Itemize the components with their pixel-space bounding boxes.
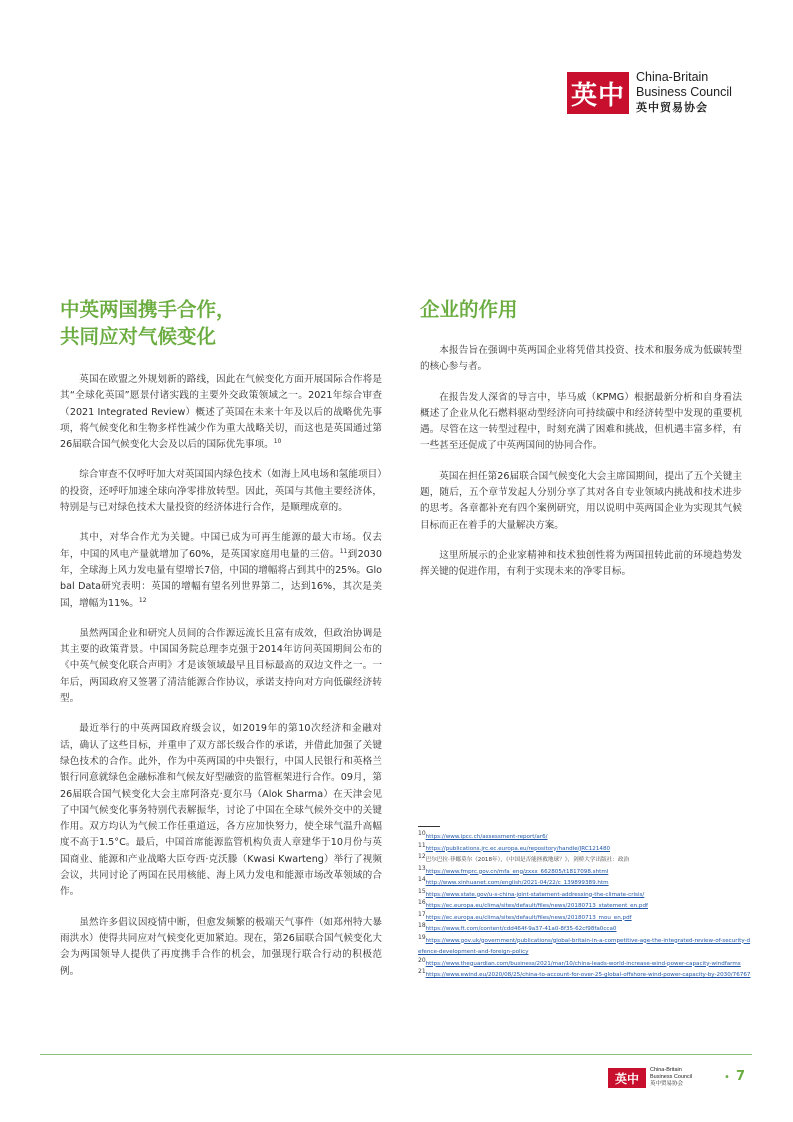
footnote-link[interactable]: https://www.theguardian.com/business/2021/mar/10/china-leads-world-increase-wind-power-capacity-windfarms bbox=[425, 960, 741, 967]
left-paragraph-4: 虽然两国企业和研究人员间的合作源远流长且富有成效，但政治协调是其主要的政策背景。中国国务院总理李克强于2014年访问英国期间公布的《中英气候变化联合声明》才是该领域最早且目标最高的双边文件之一。一年后，两国政府又签署了清洁能源合作协议，承诺支持向对方向低碳经济转型。 bbox=[60, 627, 382, 705]
footer-name-line1: China-Britain bbox=[650, 1067, 682, 1073]
footnote-link[interactable]: https://ec.europa.eu/clima/sites/default/files/news/20180713_statement_en.pdf bbox=[425, 903, 648, 909]
footnote-divider bbox=[418, 826, 440, 827]
footnote-link[interactable]: https://ec.europa.eu/clima/sites/default/files/news/20180713_mou_en.pdf bbox=[425, 914, 632, 921]
left-column bbox=[60, 372, 382, 994]
right-paragraph-4: 这里所展示的企业家精神和技术独创性将为两国扭转此前的环境趋势发挥关键的促进作用，有利于实现未来的净零目标。 bbox=[420, 549, 742, 578]
left-paragraph-6: 虽然许多倡议因疫情中断，但愈发频繁的极端天气事件（如郑州特大暴雨洪水）使得共同应对气候变化更加紧迫。现在，第26届联合国气候变化大会为两国领导人提供了再度携手合作的机会，加强现行联合行动的积极范例。 bbox=[60, 916, 382, 977]
logo-name-cn: 英中贸易协会 bbox=[636, 101, 708, 114]
left-heading-line2: 共同应对气候变化 bbox=[60, 325, 217, 348]
left-heading-line1: 中英两国携手合作， bbox=[60, 298, 236, 321]
footnote-item: $^{10}$https://www.ipcc.ch/assessment-report/ar6/ bbox=[418, 830, 548, 840]
logo-seal: 英中 bbox=[567, 72, 629, 114]
left-paragraph-1: 英国在欧盟之外规划新的路线，因此在气候变化方面开展国际合作将是其“全球化英国”愿景付诸实践的主要外交政策领域之一。2021年综合审查（2021 Integrated Review）概述了英国在未来十年及以后的战略优先事项，将气候变化和生物多样性减少作为重大战略关切，而这也是英国通过第26届联合国气候变化大会及以后的国际优先事项。$^{10}$ bbox=[60, 374, 382, 451]
footnote-link[interactable]: https://www.ewind.eu/2020/08/25/china-to-account-for-over-25-global-offshore-wind-power-capacity-by-2030/76767 bbox=[425, 972, 751, 978]
footnote-item: $^{19}$https://www.gov.uk/government/publications/global-britain-in-a-competitive-age-the-integrated-review-of-security-defence-development-and-foreign-policy bbox=[418, 933, 751, 955]
footer-name-cn: 英中贸易协会 bbox=[650, 1080, 684, 1087]
left-paragraph-2: 综合审查不仅呼吁加大对英国国内绿色技术（如海上风电场和氢能项目）的投资，还呼吁加速全球向净零排放转型。因此，英国与其他主要经济体，特别是与已对绿色技术大量投资的经济体进行合作，是顺理成章的。 bbox=[60, 469, 382, 514]
right-paragraph-2: 在报告发人深省的导言中，毕马威（KPMG）根据最新分析和自身看法概述了企业从化石燃料驱动型经济向可持续碳中和经济转型中发现的重要机遇。尽管在这一转型过程中，时刻充满了困难和挑战，但机遇丰富多样，有一些甚至还促成了中英两国间的协同合作。 bbox=[420, 391, 742, 452]
footnote-item: $^{17}$https://ec.europa.eu/clima/sites/default/files/news/20180713_mou_en.pdf bbox=[418, 910, 632, 921]
footnote-link[interactable]: https://publications.jrc.ec.europa.eu/repository/handle/JRC121480 bbox=[425, 845, 611, 852]
footer-logo-text bbox=[650, 1067, 720, 1087]
left-heading bbox=[60, 296, 236, 350]
footnote-item: $^{14}$http://www.xinhuanet.com/english/2021-04/22/c_139899389.htm bbox=[418, 876, 609, 886]
right-paragraph-3: 英国在担任第26届联合国气候变化大会主席国期间，提出了五个关键主题，随后，五个章节发起人分别分享了其对各自专业领域内挑战和技术进步的思考。各章都补充有四个案例研究，用以说明中英两国企业为实现其气候目标而正在着手的大量解决方案。 bbox=[420, 470, 742, 531]
footnote-link[interactable]: https://www.ipcc.ch/assessment-report/ar6/ bbox=[425, 834, 548, 840]
footer-dot: • bbox=[724, 1072, 730, 1083]
footnote-item: $^{11}$https://publications.jrc.ec.europa.eu/repository/handle/JRC121480 bbox=[418, 841, 611, 852]
footnote-link[interactable]: https://www.ft.com/content/cdd464f-9a37-41a0-8f35-62cf98fa0cca0 bbox=[425, 926, 617, 932]
footer-divider bbox=[40, 1054, 752, 1055]
right-column bbox=[420, 343, 742, 595]
footer-logo-seal: 英中 bbox=[608, 1068, 646, 1088]
footnote-item: $^{16}$https://ec.europa.eu/clima/sites/default/files/news/20180713_statement_en.pdf bbox=[418, 899, 648, 909]
footnote-link[interactable]: https://www.fmprc.gov.cn/mfa_eng/zxxx_662805/t1817098.shtml bbox=[425, 868, 609, 875]
footnote-text: 巴尔巴拉·菲娜莫尔（2018年），《中国是否能拯救地球？》，剑桥大学出版社：政治 bbox=[425, 857, 630, 863]
page-number: 7 bbox=[736, 1069, 746, 1084]
footnote-item: $^{13}$https://www.fmprc.gov.cn/mfa_eng/zxxx_662805/t1817098.shtml bbox=[418, 864, 609, 875]
left-paragraph-3: 其中，对华合作尤为关键。中国已成为可再生能源的最大市场。仅去年，中国的风电产量就增加了60%，是英国家庭用电量的三倍。$^{11}$到2030年，全球海上风力发电量有望增长7倍，中国的增幅将占到其中的25%。Global Data研究表明：英国的增幅有望名列世界第二，达到16%，其次是美国，增幅为11%。$^{12}$ bbox=[60, 532, 382, 609]
logo-name-en-2: Business Council bbox=[636, 85, 732, 99]
footnote-item: $^{18}$https://www.ft.com/content/cdd464f-9a37-41a0-8f35-62cf98fa0cca0 bbox=[418, 922, 617, 932]
footnote-link[interactable]: https://www.gov.uk/government/publications/global-britain-in-a-competitive-age-the-integrated-review-of-security-defence-development-and-foreign-policy bbox=[418, 937, 751, 955]
right-heading: 企业的作用 bbox=[420, 298, 518, 321]
left-paragraph-5: 最近举行的中英两国政府级会议，如2019年的第10次经济和金融对话，确认了这些目标，并重申了双方部长级合作的承诺，并借此加强了关键绿色技术的合作。此外，作为中英两国的中央银行，中国人民银行和英格兰银行同意就绿色金融标准和气候友好型融资的监管框架进行合作。09月，第26届联合国气候变化大会主席阿洛克·夏尔马（Alok Sharma）在天津会见了中国气候变化事务特别代表解振华，讨论了中国在全球气候外交中的关键作用。双方均认为气候工作任重道远，各方应加快努力，使全球气温升高幅度不高于1.5°C。最后，中国首席能源监管机构负责人章建华于10月份与英国商业、能源和产业战略大臣夸西·克沃滕（Kwasi Kwarteng）举行了视频会议，共同讨论了两国在民用核能、海上风力发电和能源市场改革领域的合作。 bbox=[60, 723, 382, 898]
cbbc-logo bbox=[567, 70, 757, 118]
footer-name-line2: Business Council bbox=[650, 1073, 693, 1080]
footnote-item: $^{21}$https://www.ewind.eu/2020/08/25/china-to-account-for-over-25-global-offshore-wind-power-capacity-by-2030/76767 bbox=[418, 968, 751, 978]
footnote-item: $^{12}$巴尔巴拉·菲娜莫尔（2018年），《中国是否能拯救地球？》，剑桥大学出版社：政治 bbox=[418, 853, 630, 863]
footnote-link[interactable]: https://www.state.gov/u-s-china-joint-statement-addressing-the-climate-crisis/ bbox=[425, 891, 645, 898]
footnote-item: $^{20}$https://www.theguardian.com/business/2021/mar/10/china-leads-world-increase-wind-power-capacity-windfarms bbox=[418, 956, 741, 967]
logo-text bbox=[636, 70, 761, 115]
footnote-link[interactable]: http://www.xinhuanet.com/english/2021-04/22/c_139899389.htm bbox=[425, 880, 609, 886]
logo-name-en-1: China-Britain bbox=[636, 70, 709, 84]
footnotes bbox=[418, 832, 753, 982]
footnote-item: $^{15}$https://www.state.gov/u-s-china-joint-statement-addressing-the-climate-crisis/ bbox=[418, 887, 645, 898]
right-paragraph-1: 本报告旨在强调中英两国企业将凭借其投资、技术和服务成为低碳转型的核心参与者。 bbox=[420, 345, 742, 373]
